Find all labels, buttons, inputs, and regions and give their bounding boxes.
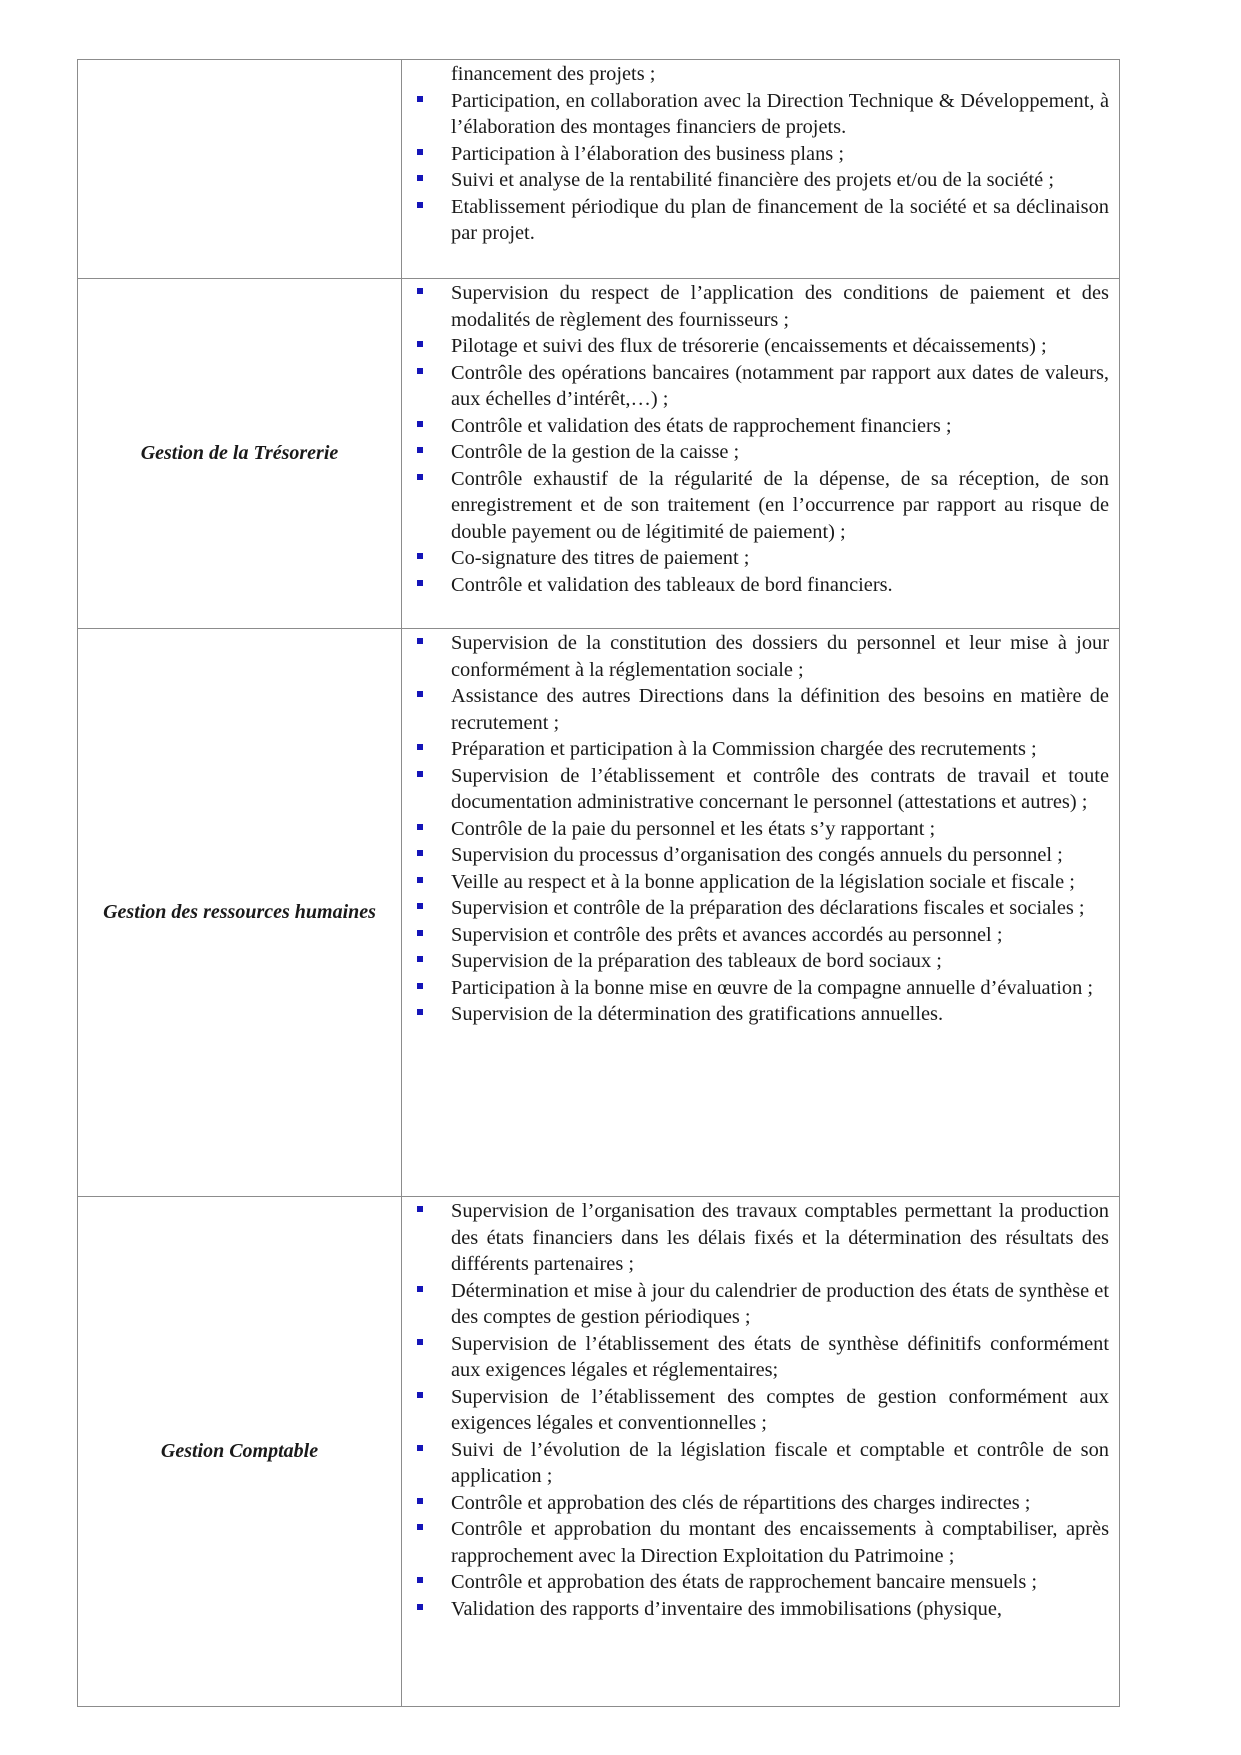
list-item: Co-signature des titres de paiement ; (402, 545, 1109, 572)
duties-list (402, 61, 1109, 247)
list-item: financement des projets ; (451, 63, 656, 85)
list-item: Supervision de la préparation des tableaux de bord sociaux ; (402, 948, 1109, 975)
list-item: Détermination et mise à jour du calendrier de production des états de synthèse et des comptes de gestion périodiques ; (402, 1278, 1109, 1331)
list-item: Supervision de l’établissement et contrôle des contrats de travail et toute documentation administrative concernant le personnel (attestations et autres) ; (402, 763, 1109, 816)
list-item: Participation, en collaboration avec la Direction Technique & Développement, à l’élaboration des montages financiers de projets. (402, 88, 1109, 141)
list-item: Contrôle et validation des tableaux de bord financiers. (402, 572, 1109, 599)
list-item: Validation des rapports d’inventaire des immobilisations (physique, (402, 1596, 1109, 1623)
list-item: Contrôle et validation des états de rapprochement financiers ; (402, 413, 1109, 440)
list-item: Contrôle et approbation des états de rapprochement bancaire mensuels ; (402, 1569, 1109, 1596)
list-item: Etablissement périodique du plan de financement de la société et sa déclinaison par projet. (402, 194, 1109, 247)
function-label: Gestion de la Trésorerie (78, 279, 402, 629)
duties-cell (402, 1197, 1120, 1707)
duties-list (402, 1198, 1109, 1622)
list-item: Contrôle de la paie du personnel et les états s’y rapportant ; (402, 816, 1109, 843)
duties-cell (402, 279, 1120, 629)
list-item: Supervision du processus d’organisation des congés annuels du personnel ; (402, 842, 1109, 869)
list-item: Participation à l’élaboration des business plans ; (402, 141, 1109, 168)
list-item: Préparation et participation à la Commission chargée des recrutements ; (402, 736, 1109, 763)
duties-list (402, 630, 1109, 1028)
function-label: Gestion des ressources humaines (78, 629, 402, 1197)
list-item: Supervision et contrôle de la préparation des déclarations fiscales et sociales ; (402, 895, 1109, 922)
list-item: Supervision de la détermination des gratifications annuelles. (402, 1001, 1109, 1028)
list-item: Supervision de l’établissement des états de synthèse définitifs conformément aux exigences légales et réglementaires; (402, 1331, 1109, 1384)
list-item: Contrôle de la gestion de la caisse ; (402, 439, 1109, 466)
function-label: Gestion Comptable (78, 1197, 402, 1707)
duties-cell (402, 629, 1120, 1197)
list-item: Suivi de l’évolution de la législation fiscale et comptable et contrôle de son application ; (402, 1437, 1109, 1490)
list-item: Contrôle des opérations bancaires (notamment par rapport aux dates de valeurs, aux échelles d’intérêt,…) ; (402, 360, 1109, 413)
list-item: Contrôle et approbation du montant des encaissements à comptabiliser, après rapprochement avec la Direction Exploitation du Patrimoine ; (402, 1516, 1109, 1569)
duties-cell (402, 60, 1120, 279)
list-item: Supervision de l’organisation des travaux comptables permettant la production des états financiers dans les délais fixés et la détermination des résultats des différents partenaires ; (402, 1198, 1109, 1278)
list-item: Supervision de l’établissement des comptes de gestion conformément aux exigences légales et conventionnelles ; (402, 1384, 1109, 1437)
list-item: Supervision et contrôle des prêts et avances accordés au personnel ; (402, 922, 1109, 949)
list-item: Assistance des autres Directions dans la définition des besoins en matière de recrutement ; (402, 683, 1109, 736)
table-row-financement (78, 60, 1120, 279)
list-item: Veille au respect et à la bonne application de la législation sociale et fiscale ; (402, 869, 1109, 896)
function-label (78, 60, 402, 279)
table-row-comptable (78, 1197, 1120, 1707)
list-item: Pilotage et suivi des flux de trésorerie (encaissements et décaissements) ; (402, 333, 1109, 360)
list-item: Contrôle et approbation des clés de répartitions des charges indirectes ; (402, 1490, 1109, 1517)
table-row-tresorerie (78, 279, 1120, 629)
list-item: Supervision du respect de l’application des conditions de paiement et des modalités de règlement des fournisseurs ; (402, 280, 1109, 333)
list-item: Participation à la bonne mise en œuvre de la compagne annuelle d’évaluation ; (402, 975, 1109, 1002)
list-item: Contrôle exhaustif de la régularité de la dépense, de sa réception, de son enregistrement et de son traitement (en l’occurrence par rapport au risque de double payement ou de légitimité de paiement) ; (402, 466, 1109, 546)
duties-list (402, 280, 1109, 598)
table-row-ressources-humaines (78, 629, 1120, 1197)
list-item: Suivi et analyse de la rentabilité financière des projets et/ou de la société ; (402, 167, 1109, 194)
duties-table (77, 59, 1120, 1707)
list-item: Supervision de la constitution des dossiers du personnel et leur mise à jour conformément à la réglementation sociale ; (402, 630, 1109, 683)
